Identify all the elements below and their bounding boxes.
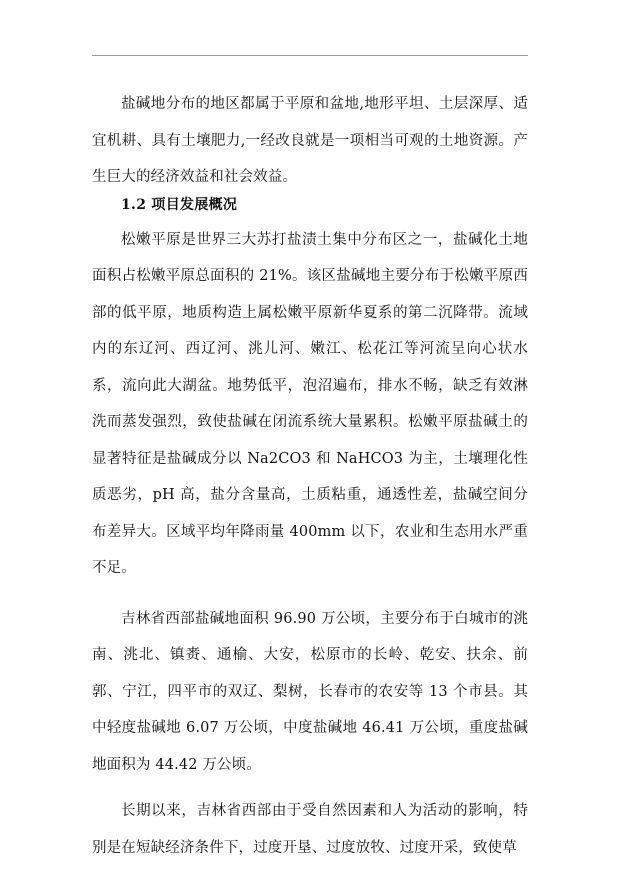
- paragraph-songnen-plain: 松嫩平原是世界三大苏打盐渍土集中分布区之一，盐碱化土地面积占松嫩平原总面积的 21%。该区盐碱地主要分布于松嫩平原西部的低平原，地质构造上属松嫩平原新华夏系的第二沉降带。流域内的东辽河、西辽河、洮儿河、嫩江、松花江等河流呈向心状水系，流向此大湖盆。地势低平，泡沼遍布，排水不畅，缺乏有效淋洗而蒸发强烈，致使盐碱在闭流系统大量累积。松嫩平原盐碱土的显著特征是盐碱成分以 Na2CO3 和 NaHCO3 为主，土壤理化性质恶劣，pH 高，盐分含量高，土质粘重，通透性差，盐碱空间分布差异大。区域平均年降雨量 400mm 以下，农业和生态用水严重不足。: [92, 231, 528, 576]
- section-heading: 1.2 项目发展概况: [121, 196, 238, 213]
- header-rule: [92, 55, 528, 56]
- paragraph-jilin-west: 吉林省西部盐碱地面积 96.90 万公顷，主要分布于白城市的洮南、洮北、镇赉、通榆、大安，松原市的长岭、乾安、扶余、前郭、宁江，四平市的双辽、梨树，长春市的农安等 13 个市县。其中轻度盐碱地 6.07 万公顷，中度盐碱地 46.41 万公顷，重度盐碱地面积为 44.42 万公顷。: [92, 610, 528, 773]
- paragraph-intro: 盐碱地分布的地区都属于平原和盆地,地形平坦、土层深厚、适宜机耕、具有土壤肥力,一经改良就是一项相当可观的土地资源。产生巨大的经济效益和社会效益。: [92, 96, 528, 185]
- document-body: [92, 86, 528, 866]
- paragraph-long-term: 长期以来，吉林省西部由于受自然因素和人为活动的影响，特别是在短缺经济条件下，过度开垦、过度放牧、过度开采，致使草: [92, 803, 528, 856]
